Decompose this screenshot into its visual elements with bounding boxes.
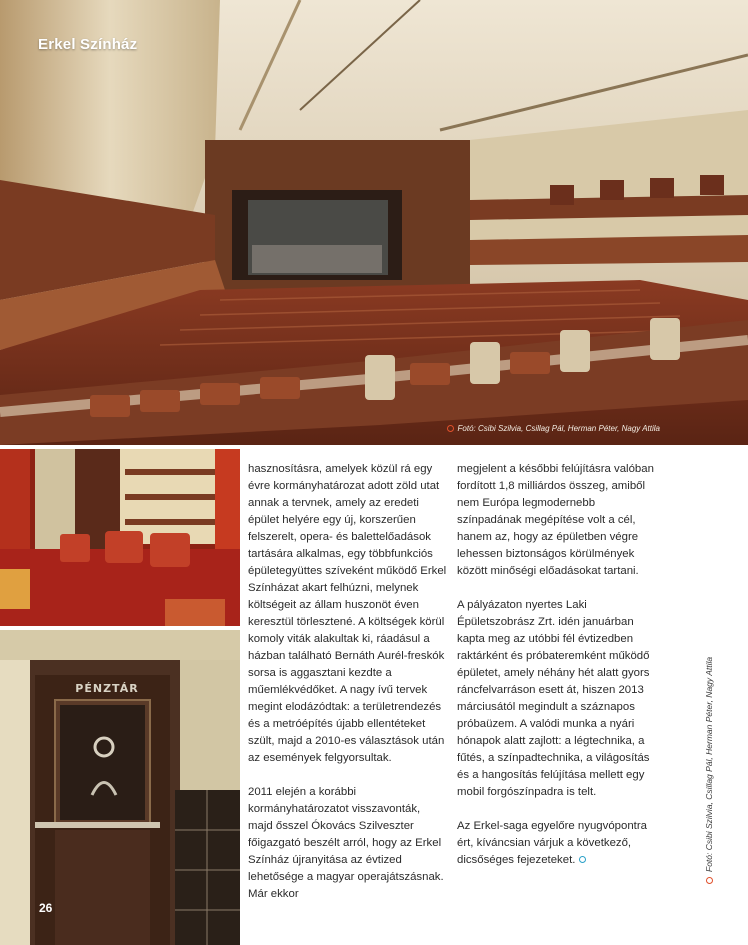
ticket-office-sign: PÉNZTÁR (75, 682, 139, 695)
ticket-booth-illustration (0, 630, 240, 945)
photo-credit-text: Fotó: Csibi Szilvia, Csillag Pál, Herman Péter, Nagy Attila (457, 424, 660, 433)
end-of-article-icon (579, 856, 586, 863)
page-number: 26 (39, 901, 53, 915)
article-closing-text: Az Erkel-saga egyelőre nyugvópontra ért, kíváncsian várjuk a következő, dicsőséges fejezeteket. (457, 820, 647, 866)
article-paragraph: hasznosításra, amelyek közül rá egy évre kormányhatározat adott zöld utat annak a tervnek, amely az eredeti épület helyére egy új, korszerűen felszerelt, opera- és balettelőadások tartására alkalmas, egy többfunkciós épületegyüttes szíveként működő Erkel Színházat akart felhúzni, melynek költségeit az állam huszonöt éven keresztül törlesztené. A költségek körül komoly viták alakultak ki, ráadásul a házban található Bernáth Aurél-freskók sorsa is aggasztani kezdte a műemlékvédőket. A nagy ívű tervek megint elodázódtak: a területrendezés és a metróépítés újabb ellentéteket szült, majd a 2010-es választások után az események felgyorsultak. (248, 463, 447, 764)
side-photo-credit-text: Fotó: Csibi Szilvia, Csillag Pál, Herman Péter, Nagy Attila (704, 656, 714, 872)
section-title: Erkel Színház (38, 36, 138, 53)
article-column-1 (248, 461, 448, 920)
lounge-illustration (0, 449, 240, 626)
photo-credit (447, 424, 660, 433)
article-paragraph: A pályázaton nyertes Laki Épületszobrász Zrt. idén januárban kapta meg az utóbbi fél évtizedben raktárként és próbateremként működő épületet, amely néhány hét alatt gyors ráncfelvarráson esett át, hiszen 2013 márciusától megindult a száznapos próbaüzem. A valódi munka a nyári hónapok alatt zajlott: a légtechnika, a fűtés, a színpadtechnika, a világosítás és a hangosítás felújítása mellett egy mobil forgószínpadra is telt. (457, 599, 650, 798)
auditorium-illustration (0, 0, 748, 445)
lounge-photo (0, 449, 240, 626)
ticket-booth-photo (0, 630, 240, 945)
side-photo-credit (704, 657, 714, 884)
article-paragraph-final (457, 818, 657, 869)
article-paragraph: megjelent a későbbi felújításra valóban fordított 1,8 milliárdos összeg, amiből nem Európa legmodernebb színpadának megépítése volt a cél, hanem az, hogy az épületben végre lehessen biztonságos körülmények között minőségi előadásokat tartani. (457, 463, 654, 577)
circle-bullet-icon (706, 877, 713, 884)
article-paragraph: 2011 elején a korábbi kormányhatározatot visszavonták, majd ősszel Ókovács Szilveszter főigazgató beszélt arról, hogy az Erkel Színház újranyitása az évtized lehetősége a magyar operajátszásnak. Már ekkor (248, 786, 444, 900)
article-column-2 (457, 461, 657, 886)
auditorium-photo (0, 0, 748, 445)
circle-bullet-icon (447, 425, 454, 432)
